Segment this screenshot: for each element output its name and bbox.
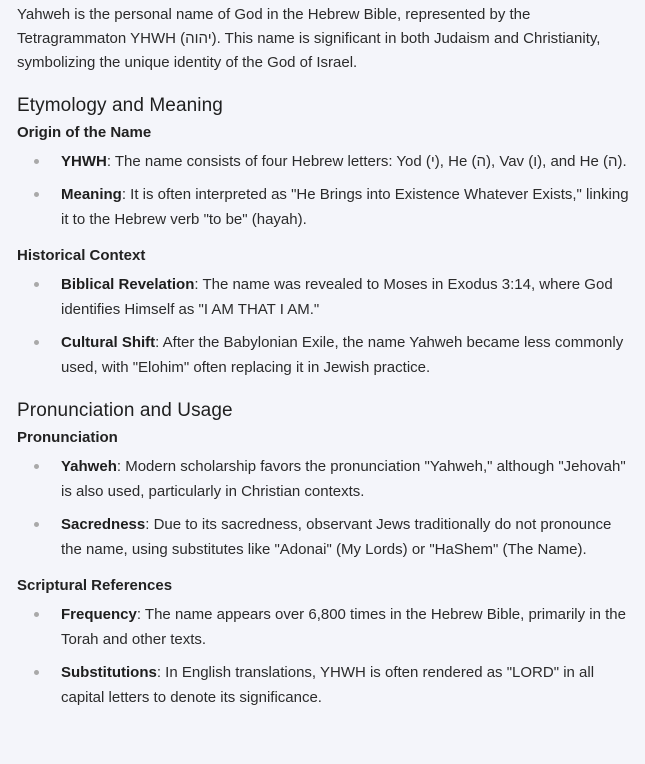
bullet-list-historical-context [17,272,629,380]
section-heading-etymology: Etymology and Meaning [17,95,223,116]
intro-paragraph: Yahweh is the personal name of God in the Hebrew Bible, represented by the Tetragrammaton YHWH (יהוה). This name is significant in both Judaism and Christianity, symbolizing the unique identity of the God of Israel. [17,6,601,71]
list-item-text: : Modern scholarship favors the pronunciation "Yahweh," although "Jehovah" is also used, particularly in Christian contexts. [61,458,626,500]
bullet-icon [34,464,39,469]
list-item-term: Substitutions [61,664,157,681]
bullet-list-origin [17,149,629,232]
list-item-term: Yahweh [61,458,117,475]
list-item [17,330,629,380]
list-item-term: YHWH [61,153,107,170]
list-item [17,182,629,232]
list-item-text: : It is often interpreted as "He Brings into Existence Whatever Exists," linking it to the Hebrew verb "to be" (hayah). [61,186,629,228]
list-item-text: : Due to its sacredness, observant Jews traditionally do not pronounce the name, using substitutes like "Adonai" (My Lords) or "HaShem" (The Name). [61,516,612,558]
list-item-text: : The name consists of four Hebrew letters: Yod (י), He (ה), Vav (ו), and He (ה). [106,153,627,170]
list-item [17,512,629,562]
list-item-text: : After the Babylonian Exile, the name Yahweh became less commonly used, with "Elohim" often replacing it in Jewish practice. [61,334,624,376]
subsection-title-origin: Origin of the Name [17,124,152,141]
list-item [17,149,629,174]
list-item-term: Sacredness [61,516,146,533]
list-item [17,660,629,710]
section-heading-pronunciation-usage: Pronunciation and Usage [17,400,233,421]
bullet-icon [34,282,39,287]
list-item [17,454,629,504]
bullet-icon [34,340,39,345]
bullet-icon [34,192,39,197]
bullet-icon [34,159,39,164]
list-item-text: : The name appears over 6,800 times in the Hebrew Bible, primarily in the Torah and other texts. [61,606,626,648]
list-item [17,272,629,322]
subsection-title-pronunciation: Pronunciation [17,429,118,446]
subsection-title-scriptural-references: Scriptural References [17,577,173,594]
subsection-title-historical-context: Historical Context [17,247,146,264]
bullet-list-scriptural-references [17,602,629,710]
list-item-term: Meaning [61,186,122,203]
bullet-icon [34,612,39,617]
list-item-term: Frequency [61,606,137,623]
list-item [17,602,629,652]
list-item-term: Biblical Revelation [61,276,195,293]
bullet-icon [34,522,39,527]
bullet-list-pronunciation [17,454,629,562]
list-item-text: : The name was revealed to Moses in Exodus 3:14, where God identifies Himself as "I AM THAT I AM." [61,276,613,318]
bullet-icon [34,670,39,675]
list-item-text: : In English translations, YHWH is often rendered as "LORD" in all capital letters to denote its significance. [61,664,595,706]
list-item-term: Cultural Shift [61,334,156,351]
